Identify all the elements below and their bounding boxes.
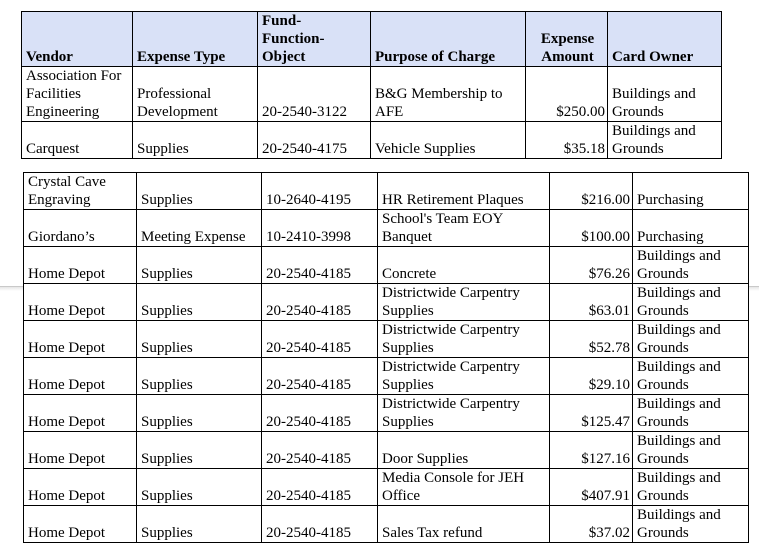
amount-cell: $76.26 bbox=[550, 247, 633, 284]
table-row bbox=[24, 284, 749, 321]
expense-type-cell: Supplies bbox=[137, 247, 262, 284]
expense-table-continued bbox=[23, 172, 749, 543]
table-row bbox=[24, 173, 749, 210]
table-row bbox=[24, 506, 749, 543]
vendor-cell: Home Depot bbox=[24, 469, 137, 506]
purpose-cell: Media Console for JEH Office bbox=[378, 469, 550, 506]
table-row bbox=[24, 469, 749, 506]
fund-code-cell: 10-2410-3998 bbox=[262, 210, 378, 247]
amount-cell: $35.18 bbox=[526, 122, 608, 159]
fund-code-cell: 20-2540-3122 bbox=[258, 67, 371, 122]
header-purpose: Purpose of Charge bbox=[371, 12, 526, 67]
expense-type-cell: Supplies bbox=[133, 122, 258, 159]
card-owner-cell: Buildings and Grounds bbox=[608, 122, 722, 159]
fund-code-cell: 20-2540-4185 bbox=[262, 432, 378, 469]
table-row bbox=[22, 67, 722, 122]
card-owner-cell: Buildings and Grounds bbox=[608, 67, 722, 122]
vendor-cell: Home Depot bbox=[24, 247, 137, 284]
table-row bbox=[24, 321, 749, 358]
table-row bbox=[22, 122, 722, 159]
card-owner-cell: Purchasing bbox=[633, 210, 749, 247]
expense-type-cell: Meeting Expense bbox=[137, 210, 262, 247]
purpose-cell: Concrete bbox=[378, 247, 550, 284]
header-amount: Expense Amount bbox=[526, 12, 608, 67]
expense-type-cell: Supplies bbox=[137, 395, 262, 432]
fund-code-cell: 10-2640-4195 bbox=[262, 173, 378, 210]
card-owner-cell: Buildings and Grounds bbox=[633, 247, 749, 284]
vendor-cell: Home Depot bbox=[24, 358, 137, 395]
purpose-cell: Sales Tax refund bbox=[378, 506, 550, 543]
amount-cell: $127.16 bbox=[550, 432, 633, 469]
amount-cell: $125.47 bbox=[550, 395, 633, 432]
card-owner-cell: Buildings and Grounds bbox=[633, 469, 749, 506]
header-fund-function-object: Fund- Function- Object bbox=[258, 12, 371, 67]
fund-code-cell: 20-2540-4185 bbox=[262, 469, 378, 506]
purpose-cell: Door Supplies bbox=[378, 432, 550, 469]
expense-type-cell: Supplies bbox=[137, 506, 262, 543]
amount-cell: $63.01 bbox=[550, 284, 633, 321]
vendor-cell: Home Depot bbox=[24, 506, 137, 543]
amount-cell: $216.00 bbox=[550, 173, 633, 210]
expense-type-cell: Professional Development bbox=[133, 67, 258, 122]
vendor-cell: Carquest bbox=[22, 122, 133, 159]
table-row bbox=[24, 358, 749, 395]
amount-cell: $29.10 bbox=[550, 358, 633, 395]
card-owner-cell: Buildings and Grounds bbox=[633, 321, 749, 358]
vendor-cell: Home Depot bbox=[24, 432, 137, 469]
purpose-cell: School's Team EOY Banquet bbox=[378, 210, 550, 247]
amount-cell: $37.02 bbox=[550, 506, 633, 543]
card-owner-cell: Buildings and Grounds bbox=[633, 506, 749, 543]
fund-code-cell: 20-2540-4185 bbox=[262, 395, 378, 432]
card-owner-cell: Purchasing bbox=[633, 173, 749, 210]
amount-cell: $52.78 bbox=[550, 321, 633, 358]
card-owner-cell: Buildings and Grounds bbox=[633, 284, 749, 321]
card-owner-cell: Buildings and Grounds bbox=[633, 432, 749, 469]
vendor-cell: Home Depot bbox=[24, 284, 137, 321]
table-row bbox=[24, 395, 749, 432]
header-card-owner: Card Owner bbox=[608, 12, 722, 67]
fund-code-cell: 20-2540-4185 bbox=[262, 506, 378, 543]
amount-cell: $250.00 bbox=[526, 67, 608, 122]
vendor-cell: Crystal Cave Engraving bbox=[24, 173, 137, 210]
purpose-cell: Districtwide Carpentry Supplies bbox=[378, 321, 550, 358]
expense-type-cell: Supplies bbox=[137, 469, 262, 506]
fund-code-cell: 20-2540-4185 bbox=[262, 284, 378, 321]
expense-type-cell: Supplies bbox=[137, 358, 262, 395]
fund-code-cell: 20-2540-4185 bbox=[262, 247, 378, 284]
purpose-cell: B&G Membership to AFE bbox=[371, 67, 526, 122]
vendor-cell: Home Depot bbox=[24, 395, 137, 432]
table-row bbox=[24, 432, 749, 469]
expense-type-cell: Supplies bbox=[137, 432, 262, 469]
header-expense-type: Expense Type bbox=[133, 12, 258, 67]
purpose-cell: Districtwide Carpentry Supplies bbox=[378, 395, 550, 432]
fund-code-cell: 20-2540-4185 bbox=[262, 358, 378, 395]
vendor-cell: Association For Facilities Engineering bbox=[22, 67, 133, 122]
table-row bbox=[24, 210, 749, 247]
purpose-cell: HR Retirement Plaques bbox=[378, 173, 550, 210]
card-owner-cell: Buildings and Grounds bbox=[633, 358, 749, 395]
fund-code-cell: 20-2540-4175 bbox=[258, 122, 371, 159]
purpose-cell: Vehicle Supplies bbox=[371, 122, 526, 159]
table-row bbox=[24, 247, 749, 284]
expense-type-cell: Supplies bbox=[137, 321, 262, 358]
card-owner-cell: Buildings and Grounds bbox=[633, 395, 749, 432]
expense-type-cell: Supplies bbox=[137, 173, 262, 210]
table-header-row bbox=[22, 12, 722, 67]
amount-cell: $407.91 bbox=[550, 469, 633, 506]
header-vendor: Vendor bbox=[22, 12, 133, 67]
fund-code-cell: 20-2540-4185 bbox=[262, 321, 378, 358]
vendor-cell: Giordano’s bbox=[24, 210, 137, 247]
vendor-cell: Home Depot bbox=[24, 321, 137, 358]
amount-cell: $100.00 bbox=[550, 210, 633, 247]
purpose-cell: Districtwide Carpentry Supplies bbox=[378, 284, 550, 321]
expense-table-top bbox=[21, 11, 722, 159]
purpose-cell: Districtwide Carpentry Supplies bbox=[378, 358, 550, 395]
expense-type-cell: Supplies bbox=[137, 284, 262, 321]
